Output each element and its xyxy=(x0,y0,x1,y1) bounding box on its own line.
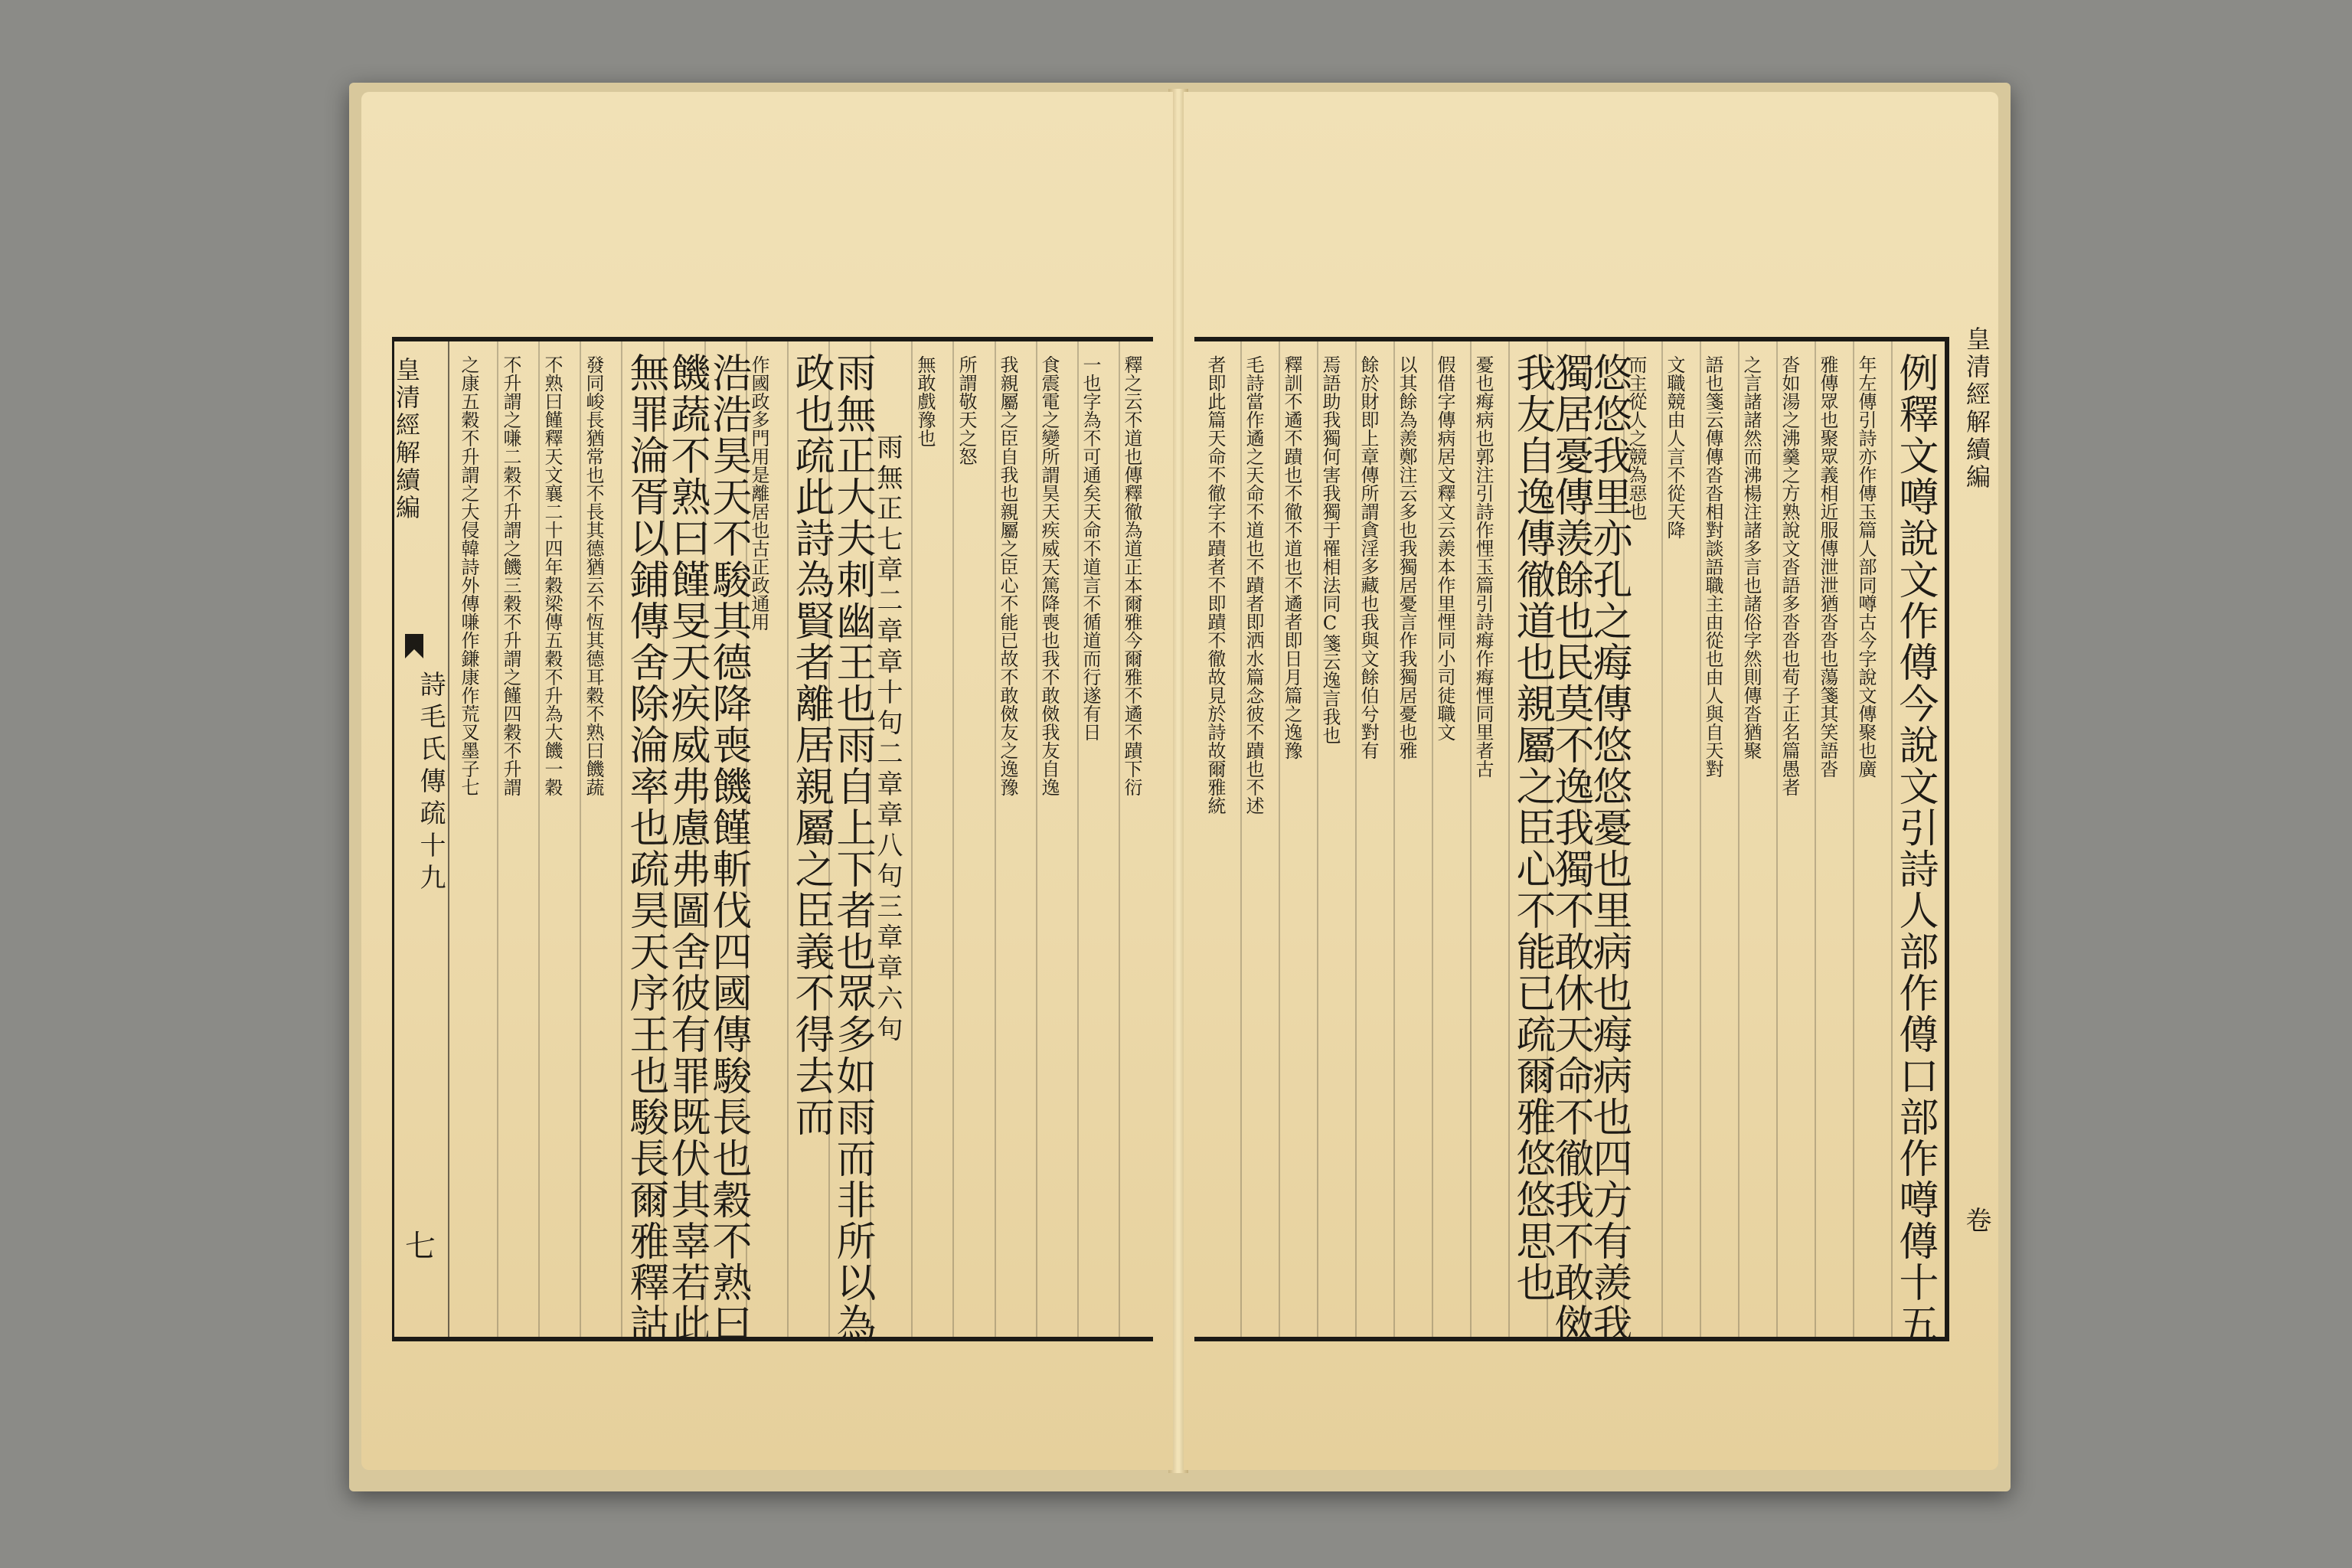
column-rule xyxy=(1776,341,1778,1337)
column-rule xyxy=(1432,341,1433,1337)
left-page-column: 不升謂之嗛二穀不升謂之饑三穀不升謂之饉四穀不升謂 xyxy=(500,355,521,796)
open-book xyxy=(349,83,2011,1491)
left-page-column: 雨無正七章二章章十句二章章八句三章章六句 xyxy=(872,433,903,1046)
right-page-column: 獨居憂傳羨餘也民莫不逸我獨不敢休天命不徹我不敢傚 xyxy=(1547,352,1593,1344)
left-page-column: 我親屬之臣自我也親屬之臣心不能已故不敢傚友之逸豫 xyxy=(997,355,1018,796)
column-rule xyxy=(911,341,913,1337)
column-rule xyxy=(1317,341,1318,1337)
right-page-column: 之言諸諸然而沸楊注諸多言也諸俗字然則傳沓猶聚 xyxy=(1740,355,1762,760)
left-page-column: 發同峻長猶常也不長其德猶云不恆其德耳穀不熟曰饑蔬 xyxy=(583,355,604,796)
column-rule xyxy=(1508,341,1510,1337)
right-page-column: 毛詩當作遹之天命不道也不蹟者即洒水篇念彼不蹟也不述 xyxy=(1243,355,1264,815)
right-page-column: 憂也痗病也郭注引詩作悝玉篇引詩痗作痗悝同里者古 xyxy=(1472,355,1494,778)
right-page-column: 年左傳引詩亦作傳玉篇人部同噂古今字說文傳聚也廣 xyxy=(1855,355,1877,778)
right-page-column: 而主從人之競為惡也 xyxy=(1625,355,1647,521)
right-edge-volume: 卷 xyxy=(1961,1207,1991,1233)
column-rule xyxy=(580,341,581,1337)
left-page-column: 之康五穀不升謂之大侵韓詩外傳嗛作鎌康作荒叉墨子七 xyxy=(458,355,479,796)
column-rule xyxy=(870,341,871,1337)
column-rule xyxy=(1077,341,1079,1337)
left-page-column: 浩浩昊天不駿其德降喪饑饉斬伐四國傳駿長也穀不熟曰 xyxy=(705,352,751,1344)
column-rule xyxy=(621,341,622,1337)
column-rule xyxy=(1891,341,1893,1337)
right-page-column: 焉語助我獨何害我獨于罹相法同C箋云逸言我也 xyxy=(1319,355,1341,744)
column-rule xyxy=(497,341,498,1337)
column-rule xyxy=(952,341,954,1337)
left-page-column: 政也疏此詩為賢者離居親屬之臣義不得去而 xyxy=(788,352,834,1138)
fishtail-mark-icon xyxy=(403,632,425,660)
left-fishtail-label: 詩毛氏傳疏十九 xyxy=(415,671,446,896)
left-page-frame xyxy=(392,337,1153,1344)
left-page-column: 釋之云不道也傳釋徹為道正本爾雅今爾雅不遹不蹟下衍 xyxy=(1121,355,1142,796)
right-page-column: 釋訓不遹不蹟也不徹不道也不遹者即日月篇之逸豫 xyxy=(1281,355,1302,760)
left-header-text: 皇清經解續編 xyxy=(392,357,421,522)
left-page-column: 不熟曰饉釋天文襄二十四年穀梁傳五穀不升為大饑一穀 xyxy=(541,355,563,796)
column-rule xyxy=(828,341,830,1337)
column-rule xyxy=(1240,341,1242,1337)
column-rule xyxy=(1393,341,1395,1337)
column-rule xyxy=(1036,341,1037,1337)
column-rule xyxy=(663,341,665,1337)
column-rule xyxy=(1700,341,1701,1337)
right-page-frame xyxy=(1194,326,1991,1344)
right-page-column: 例釋文噂說文作僔今說文引詩人部作僔口部作噂僔十五 xyxy=(1892,352,1938,1344)
right-page-column: 悠悠我里亦孔之痗傳悠悠憂也里病也痗病也四方有羨我 xyxy=(1586,352,1632,1344)
right-page-column: 假借字傳病居文釋文云羨本作里悝同小司徒職文 xyxy=(1434,355,1455,741)
left-page-number: 七 xyxy=(405,1229,436,1264)
column-rule xyxy=(746,341,747,1337)
left-edge-rule xyxy=(448,341,449,1337)
column-rule xyxy=(704,341,706,1337)
right-page-column: 雅傳眾也聚眾義相近服傳泄泄猶沓沓也蕩箋其笑語沓 xyxy=(1817,355,1838,778)
right-page-column: 以其餘為羨鄭注云多也我獨居憂言作我獨居憂也雅 xyxy=(1396,355,1417,760)
column-rule xyxy=(1470,341,1472,1337)
left-page-column: 無敢戲豫也 xyxy=(914,355,936,447)
left-page-column: 所謂敬天之怒 xyxy=(956,355,977,466)
right-page-column: 者即此篇天命不徹字不蹟者不即蹟不徹故見於詩故爾雅統 xyxy=(1204,355,1226,815)
column-rule xyxy=(1355,341,1357,1337)
column-rule xyxy=(538,341,540,1337)
right-page-column: 語也箋云傳傳沓沓相對談語職主由從也由人與自天對 xyxy=(1702,355,1723,778)
right-header-text: 皇清經解續編 xyxy=(1962,326,1991,492)
left-page-column: 無罪淪胥以鋪傳舍除淪率也疏昊天序王也駿長爾雅釋詁 xyxy=(622,352,668,1344)
right-page-column: 文職競由人言不從天降 xyxy=(1664,355,1685,539)
left-page xyxy=(361,92,1173,1470)
right-page-column: 我友自逸傳徹道也親屬之臣心不能已疏爾雅悠悠思也 xyxy=(1509,352,1555,1303)
column-rule xyxy=(1623,341,1625,1337)
column-rule xyxy=(1279,341,1280,1337)
left-page-column: 雨無正大夫刺幽王也雨自上下者也眾多如雨而非所以為 xyxy=(829,352,875,1344)
left-page-column: 一也字為不可通矣天命不道言不循道而行遂有日 xyxy=(1080,355,1101,741)
right-page xyxy=(1184,92,1998,1470)
column-rule xyxy=(787,341,789,1337)
column-rule xyxy=(1853,341,1854,1337)
column-rule xyxy=(1547,341,1548,1337)
column-rule xyxy=(1585,341,1586,1337)
column-rule xyxy=(995,341,996,1337)
column-rule xyxy=(1119,341,1120,1337)
left-page-column: 饑蔬不熟曰饉旻天疾威弗慮弗圖舍彼有罪既伏其辜若此 xyxy=(664,352,710,1344)
right-page-column: 餘於財即上章傳所謂貪淫多藏也我與文餘伯兮對有 xyxy=(1357,355,1379,760)
left-page-column: 食震電之變所謂昊天疾威天篤降喪也我不敢傚我友自逸 xyxy=(1038,355,1060,796)
right-page-column: 沓如湯之沸羹之方熟說文沓語多沓沓也荀子正名篇愚者 xyxy=(1779,355,1800,796)
column-rule xyxy=(1661,341,1663,1337)
column-rule xyxy=(1738,341,1740,1337)
column-rule xyxy=(1815,341,1816,1337)
left-page-column: 作國政多門用是離居也古正政通用 xyxy=(748,355,769,631)
